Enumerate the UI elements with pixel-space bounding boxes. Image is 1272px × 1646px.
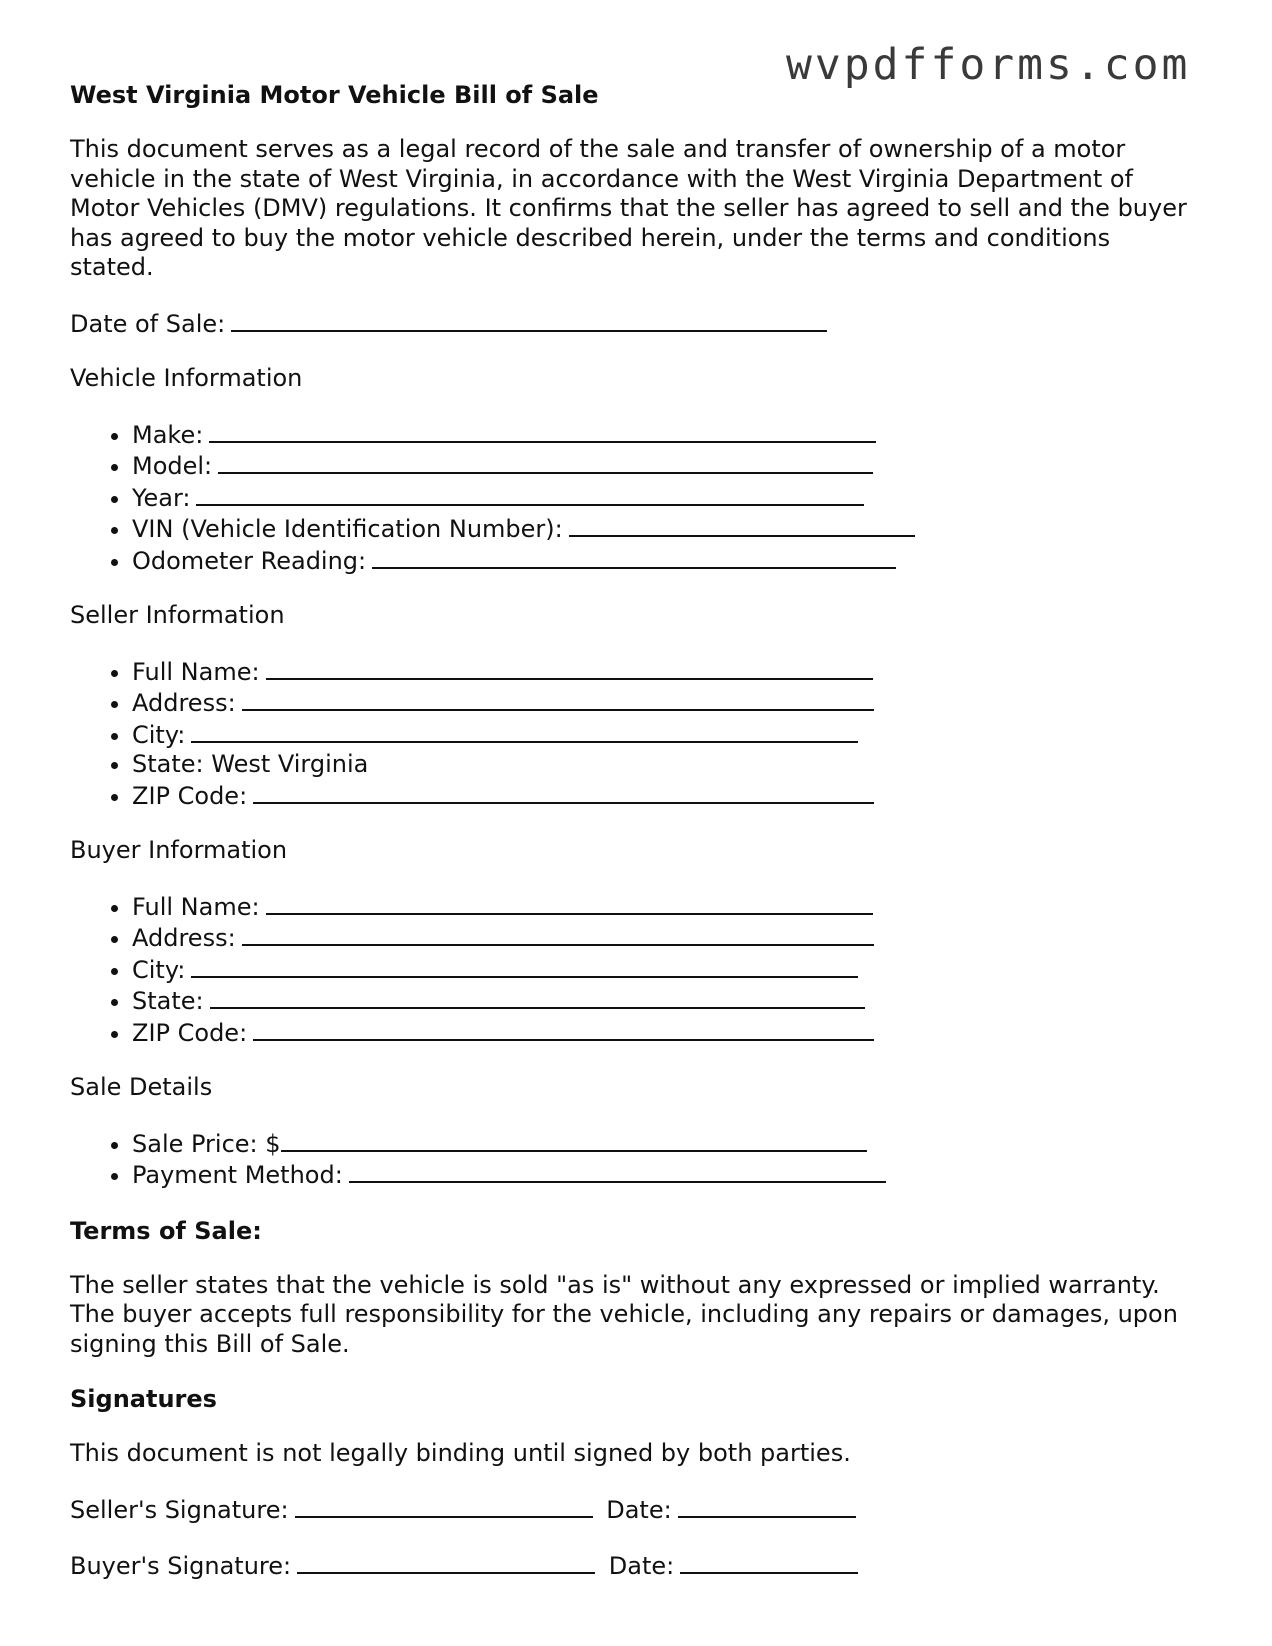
- list-item: [132, 513, 1200, 545]
- list-item: [132, 954, 1200, 986]
- vehicle-info-heading: Vehicle Information: [70, 364, 303, 392]
- seller-city-label: City:: [132, 720, 186, 749]
- document-title: West Virginia Motor Vehicle Bill of Sale: [70, 81, 599, 109]
- buyer-name-label: Full Name:: [132, 892, 260, 921]
- site-watermark: wvpdfforms.com: [786, 40, 1191, 90]
- buyer-signature-row: [70, 1550, 1200, 1582]
- seller-signature-row: [70, 1494, 1200, 1526]
- seller-city-field[interactable]: [191, 719, 858, 743]
- list-item: [132, 985, 1200, 1017]
- seller-info-heading: Seller Information: [70, 601, 285, 629]
- buyer-date-field[interactable]: [680, 1550, 858, 1574]
- seller-address-field[interactable]: [242, 687, 874, 711]
- buyer-name-field[interactable]: [266, 891, 873, 915]
- list-item: [132, 450, 1200, 482]
- model-field[interactable]: [218, 450, 873, 474]
- seller-zip-field[interactable]: [253, 780, 874, 804]
- make-label: Make:: [132, 420, 204, 449]
- buyer-state-label: State:: [132, 987, 204, 1015]
- list-item: [132, 780, 1200, 812]
- model-label: Model:: [132, 452, 213, 480]
- seller-name-label: Full Name:: [132, 657, 260, 686]
- seller-date-label: Date:: [606, 1495, 672, 1524]
- date-of-sale-row: [70, 308, 1200, 340]
- sale-price-field[interactable]: [281, 1128, 867, 1152]
- list-item: [132, 891, 1200, 923]
- buyer-address-label: Address:: [132, 924, 236, 952]
- vin-field[interactable]: [569, 513, 915, 537]
- signatures-heading: Signatures: [70, 1385, 217, 1413]
- buyer-address-field[interactable]: [242, 922, 874, 946]
- intro-paragraph: This document serves as a legal record of the sale and transfer of ownership of a motor vehicle in the state of West Virginia, in accordance with the West Virginia Department of Motor Vehicles (DMV) regulations. It confirms that the seller has agreed to sell and the buyer has agreed to buy the motor vehicle described herein, under the terms and conditions stated.: [70, 135, 1187, 281]
- payment-method-label: Payment Method:: [132, 1161, 343, 1189]
- sale-details-heading: Sale Details: [70, 1073, 213, 1101]
- list-item: [132, 482, 1200, 514]
- list-item: [132, 656, 1200, 688]
- buyer-city-field[interactable]: [191, 954, 858, 978]
- year-field[interactable]: [196, 482, 864, 506]
- payment-method-field[interactable]: [349, 1159, 886, 1183]
- buyer-signature-label: Buyer's Signature:: [70, 1552, 292, 1580]
- seller-name-field[interactable]: [266, 656, 873, 680]
- seller-state-label: State: West Virginia: [132, 750, 369, 778]
- sale-price-label: Sale Price: $: [132, 1129, 281, 1158]
- seller-info-list: [70, 656, 1200, 812]
- seller-date-field[interactable]: [678, 1494, 856, 1518]
- signatures-note: This document is not legally binding until signed by both parties.: [70, 1439, 851, 1467]
- make-field[interactable]: [209, 419, 876, 443]
- list-item: [132, 1159, 1200, 1191]
- buyer-info-heading: Buyer Information: [70, 836, 288, 864]
- vehicle-info-list: [70, 419, 1200, 577]
- buyer-state-field[interactable]: [210, 985, 865, 1009]
- list-item: [132, 719, 1200, 751]
- year-label: Year:: [132, 483, 191, 512]
- odometer-field[interactable]: [372, 545, 896, 569]
- date-of-sale-label: Date of Sale:: [70, 309, 226, 338]
- list-item: [132, 1128, 1200, 1160]
- sale-details-list: [70, 1128, 1200, 1191]
- buyer-info-list: [70, 891, 1200, 1049]
- terms-paragraph: The seller states that the vehicle is sold "as is" without any expressed or implied warranty. The buyer accepts full responsibility for the vehicle, including any repairs or damages, upon signing this Bill of Sale.: [70, 1270, 1178, 1358]
- odometer-label: Odometer Reading:: [132, 546, 367, 575]
- buyer-zip-field[interactable]: [253, 1017, 874, 1041]
- buyer-city-label: City:: [132, 955, 186, 984]
- seller-signature-label: Seller's Signature:: [70, 1495, 289, 1524]
- seller-address-label: Address:: [132, 689, 236, 717]
- list-item: [132, 750, 1200, 780]
- list-item: [132, 545, 1200, 577]
- buyer-date-label: Date:: [608, 1552, 675, 1580]
- list-item: [132, 1017, 1200, 1049]
- list-item: [132, 687, 1200, 719]
- list-item: [132, 922, 1200, 954]
- seller-zip-label: ZIP Code:: [132, 781, 248, 810]
- terms-heading: Terms of Sale:: [70, 1216, 262, 1245]
- vin-label: VIN (Vehicle Identification Number):: [132, 515, 563, 543]
- buyer-signature-field[interactable]: [297, 1550, 595, 1574]
- list-item: [132, 419, 1200, 451]
- bill-of-sale-document: [70, 80, 1200, 1607]
- buyer-zip-label: ZIP Code:: [132, 1018, 248, 1047]
- seller-signature-field[interactable]: [295, 1494, 593, 1518]
- date-of-sale-field[interactable]: [231, 308, 827, 332]
